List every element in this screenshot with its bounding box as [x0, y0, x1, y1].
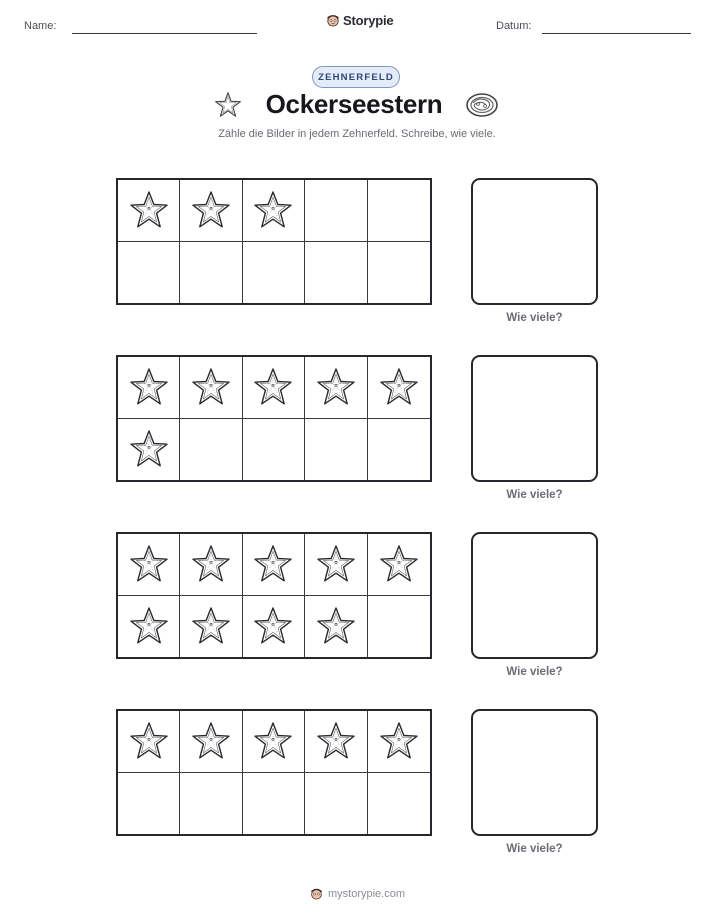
date-label: Datum:: [496, 20, 532, 32]
frame-cell: [180, 242, 242, 304]
starfish-icon: [253, 721, 293, 761]
frame-cell: [305, 180, 367, 242]
starfish-icon: [129, 721, 169, 761]
starfish-icon: [379, 721, 419, 761]
frame-cell: [368, 534, 430, 596]
starfish-icon: [379, 544, 419, 584]
storypie-mascot-icon: [309, 886, 324, 901]
frame-cell: [243, 773, 305, 835]
frame-cell: [180, 534, 242, 596]
starfish-icon: [191, 721, 231, 761]
answer-box[interactable]: [471, 178, 598, 305]
frame-cell: [368, 180, 430, 242]
frame-cell: [368, 357, 430, 419]
starfish-icon: [129, 190, 169, 230]
frame-cell: [243, 242, 305, 304]
answer-label: Wie viele?: [506, 312, 563, 324]
frame-cell: [180, 711, 242, 773]
starfish-icon: [191, 190, 231, 230]
starfish-icon: [253, 190, 293, 230]
frame-cell: [180, 596, 242, 658]
frame-cell: [243, 357, 305, 419]
frame-cell: [305, 419, 367, 481]
starfish-icon: [253, 367, 293, 407]
frame-cell: [118, 242, 180, 304]
answer-label: Wie viele?: [506, 489, 563, 501]
starfish-icon: [253, 544, 293, 584]
frame-cell: [243, 419, 305, 481]
frame-cell: [180, 419, 242, 481]
frame-cell: [305, 357, 367, 419]
frame-cell: [368, 596, 430, 658]
frame-cell: [368, 419, 430, 481]
instructions: Zähle die Bilder in jedem Zehnerfeld. Schreibe, wie viele.: [218, 128, 496, 140]
footer: [0, 886, 714, 901]
answer-label: Wie viele?: [506, 666, 563, 678]
name-line[interactable]: [72, 33, 257, 34]
starfish-icon: [316, 721, 356, 761]
frame-cell: [368, 773, 430, 835]
answer-box[interactable]: [471, 355, 598, 482]
frame-cell: [118, 419, 180, 481]
title-row: [0, 89, 714, 120]
starfish-outline-icon: [214, 91, 242, 119]
answer-box[interactable]: [471, 709, 598, 836]
starfish-icon: [129, 367, 169, 407]
ten-frame: [116, 709, 432, 836]
page-title: Ockerseestern: [265, 89, 443, 119]
frame-cell: [243, 596, 305, 658]
frame-cell: [118, 357, 180, 419]
frame-cell: [368, 711, 430, 773]
date-line[interactable]: [542, 33, 691, 34]
frame-cell: [243, 180, 305, 242]
starfish-icon: [316, 367, 356, 407]
frame-cell: [118, 596, 180, 658]
answer-box[interactable]: [471, 532, 598, 659]
starfish-icon: [191, 606, 231, 646]
frame-cell: [305, 242, 367, 304]
frame-cell: [305, 711, 367, 773]
frame-cell: [243, 711, 305, 773]
frame-cell: [305, 596, 367, 658]
starfish-icon: [191, 544, 231, 584]
ten-frame: [116, 178, 432, 305]
worksheet-badge: ZEHNERFELD: [312, 66, 400, 88]
brand-name: Storypie: [343, 12, 394, 28]
frame-cell: [118, 534, 180, 596]
starfish-icon: [316, 606, 356, 646]
starfish-icon: [129, 544, 169, 584]
storypie-mascot-icon: [325, 12, 341, 28]
starfish-icon: [379, 367, 419, 407]
frame-cell: [180, 357, 242, 419]
starfish-icon: [191, 367, 231, 407]
starfish-icon: [129, 606, 169, 646]
starfish-icon: [129, 429, 169, 469]
answer-label: Wie viele?: [506, 843, 563, 855]
frame-cell: [118, 180, 180, 242]
starfish-icon: [253, 606, 293, 646]
frame-cell: [118, 711, 180, 773]
starfish-icon: [316, 544, 356, 584]
name-label: Name:: [24, 20, 57, 32]
brand-logo: [325, 12, 393, 28]
ten-frame: [116, 355, 432, 482]
frame-cell: [180, 773, 242, 835]
frame-cell: [305, 534, 367, 596]
frame-cell: [118, 773, 180, 835]
frame-cell: [243, 534, 305, 596]
footer-url: mystorypie.com: [327, 887, 406, 900]
frame-cell: [180, 180, 242, 242]
ten-frame: [116, 532, 432, 659]
nest-scribble-icon: [464, 91, 500, 119]
frame-cell: [305, 773, 367, 835]
frame-cell: [368, 242, 430, 304]
